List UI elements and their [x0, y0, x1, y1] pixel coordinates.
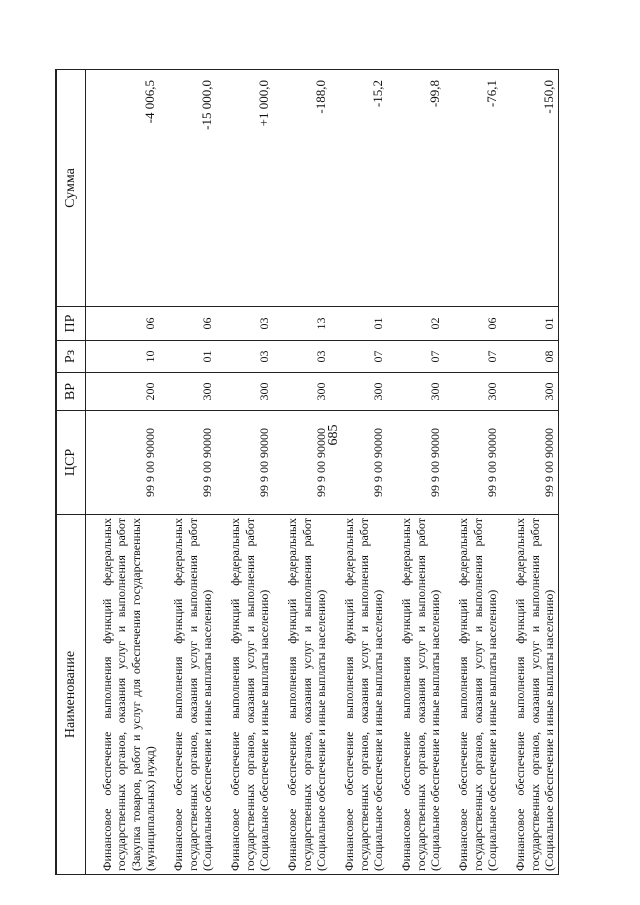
table-row — [330, 70, 387, 875]
header-vr: ВР — [56, 373, 86, 411]
row-csr: 99 9 00 90000 — [159, 411, 216, 515]
page-number: 685 — [326, 424, 341, 446]
row-rz: 07 — [444, 341, 501, 373]
header-sum: Сумма — [56, 70, 86, 307]
row-vr: 300 — [273, 373, 330, 411]
row-csr: 99 9 00 90000 — [444, 411, 501, 515]
row-csr: 99 9 00 90000 — [86, 411, 160, 515]
row-csr: 99 9 00 90000 — [273, 411, 330, 515]
table-row — [444, 70, 501, 875]
row-rz: 01 — [159, 341, 216, 373]
row-sum: -188,0 — [273, 70, 330, 307]
budget-table — [55, 69, 559, 875]
row-name: Финансовое обеспечение выполнения функций федеральных государственных органов, оказания услуг и выполнения работ (Социальное обеспечение и иные выплаты населению) — [330, 515, 387, 875]
row-pr: 01 — [330, 307, 387, 341]
row-pr: 03 — [216, 307, 273, 341]
header-name: Наименование — [56, 515, 86, 875]
row-rz: 08 — [501, 341, 559, 373]
row-sum: +1 000,0 — [216, 70, 273, 307]
table-row — [159, 70, 216, 875]
row-vr: 300 — [330, 373, 387, 411]
row-name: Финансовое обеспечение выполнения функций федеральных государственных органов, оказания услуг и выполнения работ (Социальное обеспечение и иные выплаты населению) — [159, 515, 216, 875]
row-vr: 300 — [501, 373, 559, 411]
row-rz: 03 — [273, 341, 330, 373]
row-rz: 10 — [86, 341, 160, 373]
table-row — [86, 70, 160, 875]
table-row — [216, 70, 273, 875]
row-csr: 99 9 00 90000 — [216, 411, 273, 515]
row-pr: 02 — [387, 307, 444, 341]
row-sum: -150,0 — [501, 70, 559, 307]
row-csr: 99 9 00 90000 — [387, 411, 444, 515]
header-pr: ПР — [56, 307, 86, 341]
row-pr: 01 — [501, 307, 559, 341]
row-pr: 06 — [86, 307, 160, 341]
row-rz: 07 — [330, 341, 387, 373]
row-csr: 99 9 00 90000 — [501, 411, 559, 515]
row-vr: 200 — [86, 373, 160, 411]
row-vr: 300 — [216, 373, 273, 411]
row-sum: -15 000,0 — [159, 70, 216, 307]
table-header-row — [56, 70, 86, 875]
row-rz: 07 — [387, 341, 444, 373]
row-pr: 06 — [444, 307, 501, 341]
row-rz: 03 — [216, 341, 273, 373]
row-pr: 06 — [159, 307, 216, 341]
row-sum: -15,2 — [330, 70, 387, 307]
row-vr: 300 — [387, 373, 444, 411]
row-name: Финансовое обеспечение выполнения функций федеральных государственных органов, оказания услуг и выполнения работ (Социальное обеспечение и иные выплаты населению) — [216, 515, 273, 875]
table-row — [387, 70, 444, 875]
row-name: Финансовое обеспечение выполнения функций федеральных государственных органов, оказания услуг и выполнения работ (Социальное обеспечение и иные выплаты населению) — [444, 515, 501, 875]
table-row — [273, 70, 330, 875]
row-sum: -99,8 — [387, 70, 444, 307]
budget-table-rotated — [55, 70, 585, 875]
table-row — [501, 70, 559, 875]
row-name: Финансовое обеспечение выполнения функций федеральных государственных органов, оказания услуг и выполнения работ (Социальное обеспечение и иные выплаты населению) — [387, 515, 444, 875]
row-csr: 99 9 00 90000 — [330, 411, 387, 515]
row-name: Финансовое обеспечение выполнения функций федеральных государственных органов, оказания услуг и выполнения работ (Социальное обеспечение и иные выплаты населению) — [501, 515, 559, 875]
header-csr: ЦСР — [56, 411, 86, 515]
row-sum: -76,1 — [444, 70, 501, 307]
row-vr: 300 — [444, 373, 501, 411]
row-vr: 300 — [159, 373, 216, 411]
row-pr: 13 — [273, 307, 330, 341]
row-name: Финансовое обеспечение выполнения функций федеральных государственных органов, оказания услуг и выполнения работ (Социальное обеспечение и иные выплаты населению) — [273, 515, 330, 875]
row-name: Финансовое обеспечение выполнения функций федеральных государственных органов, оказания услуг и выполнения работ (Закупка товаров, работ и услуг для обеспечения государственных (муниципальных) нужд) — [86, 515, 160, 875]
row-sum: -4 006,5 — [86, 70, 160, 307]
header-rz: Рз — [56, 341, 86, 373]
